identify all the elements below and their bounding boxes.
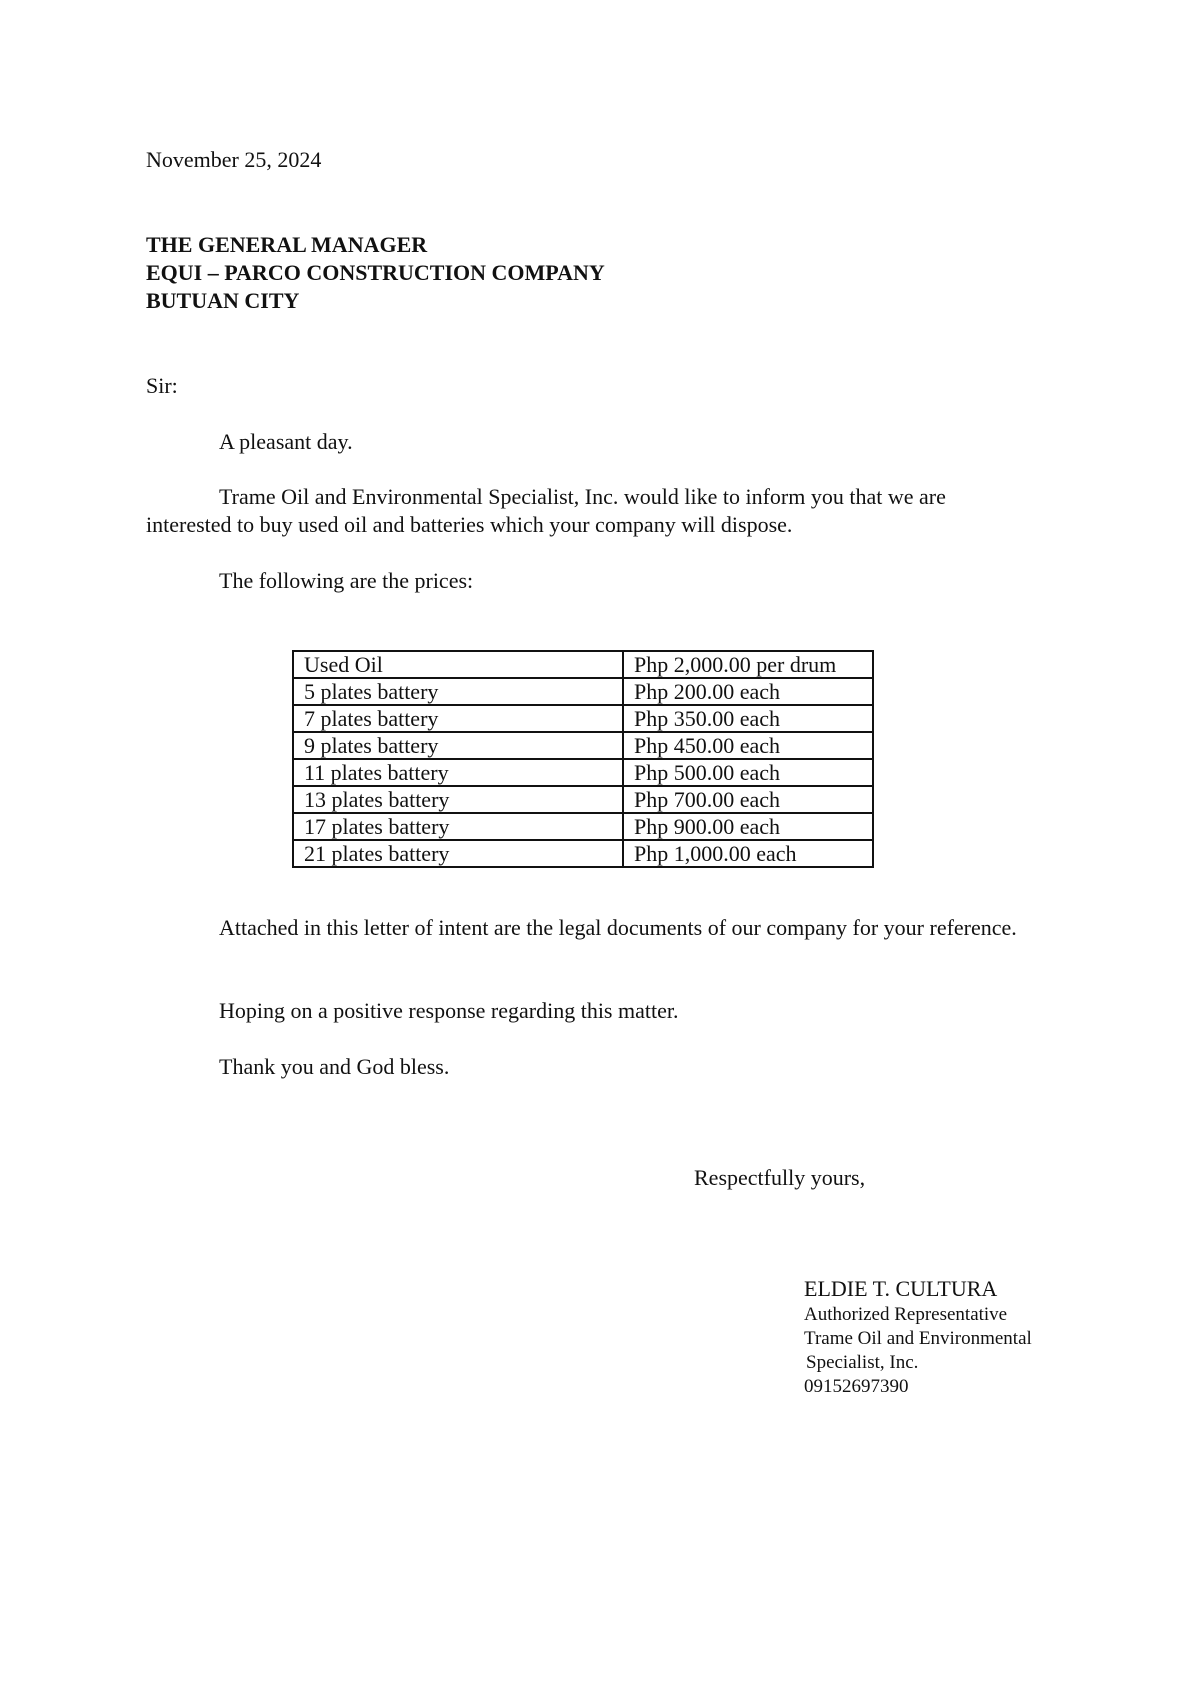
price-item: Used Oil (293, 651, 623, 678)
table-row (293, 840, 873, 867)
signatory-phone: 09152697390 (804, 1376, 909, 1397)
hope-line: Hoping on a positive response regarding this matter. (219, 998, 679, 1023)
recipient-title: THE GENERAL MANAGER (146, 232, 428, 257)
signatory-title: Authorized Representative (804, 1304, 1008, 1325)
price-item: 21 plates battery (293, 840, 623, 867)
price-value: Php 200.00 each (623, 678, 873, 705)
table-row (293, 759, 873, 786)
price-table (292, 650, 874, 868)
table-row (293, 678, 873, 705)
price-value: Php 2,000.00 per drum (623, 651, 873, 678)
recipient-city: BUTUAN CITY (146, 288, 300, 313)
price-value: Php 500.00 each (623, 759, 873, 786)
price-item: 17 plates battery (293, 813, 623, 840)
price-value: Php 450.00 each (623, 732, 873, 759)
signatory-company: Trame Oil and Environmental (804, 1328, 1032, 1349)
price-value: Php 900.00 each (623, 813, 873, 840)
attachment-paragraph: Attached in this letter of intent are the legal documents of our company for your reference. (219, 915, 1017, 940)
table-row (293, 813, 873, 840)
price-value: Php 1,000.00 each (623, 840, 873, 867)
price-item: 7 plates battery (293, 705, 623, 732)
salutation: Sir: (146, 373, 178, 398)
table-row (293, 732, 873, 759)
table-row (293, 705, 873, 732)
thanks-line: Thank you and God bless. (219, 1054, 450, 1079)
signatory-company-cont: Specialist, Inc. (806, 1352, 919, 1373)
price-value: Php 700.00 each (623, 786, 873, 813)
price-value: Php 350.00 each (623, 705, 873, 732)
intro-paragraph: Trame Oil and Environmental Specialist, Inc. would like to inform you that we are interested to buy used oil and batteries which your company will dispose. (146, 484, 946, 537)
letter-date: November 25, 2024 (146, 147, 322, 172)
price-item: 5 plates battery (293, 678, 623, 705)
recipient-company: EQUI – PARCO CONSTRUCTION COMPANY (146, 260, 605, 285)
table-row (293, 651, 873, 678)
table-row (293, 786, 873, 813)
signatory-name: ELDIE T. CULTURA (804, 1276, 998, 1301)
price-item: 11 plates battery (293, 759, 623, 786)
prices-intro: The following are the prices: (219, 568, 474, 593)
price-item: 13 plates battery (293, 786, 623, 813)
closing: Respectfully yours, (694, 1165, 866, 1190)
price-item: 9 plates battery (293, 732, 623, 759)
greeting: A pleasant day. (219, 429, 353, 454)
